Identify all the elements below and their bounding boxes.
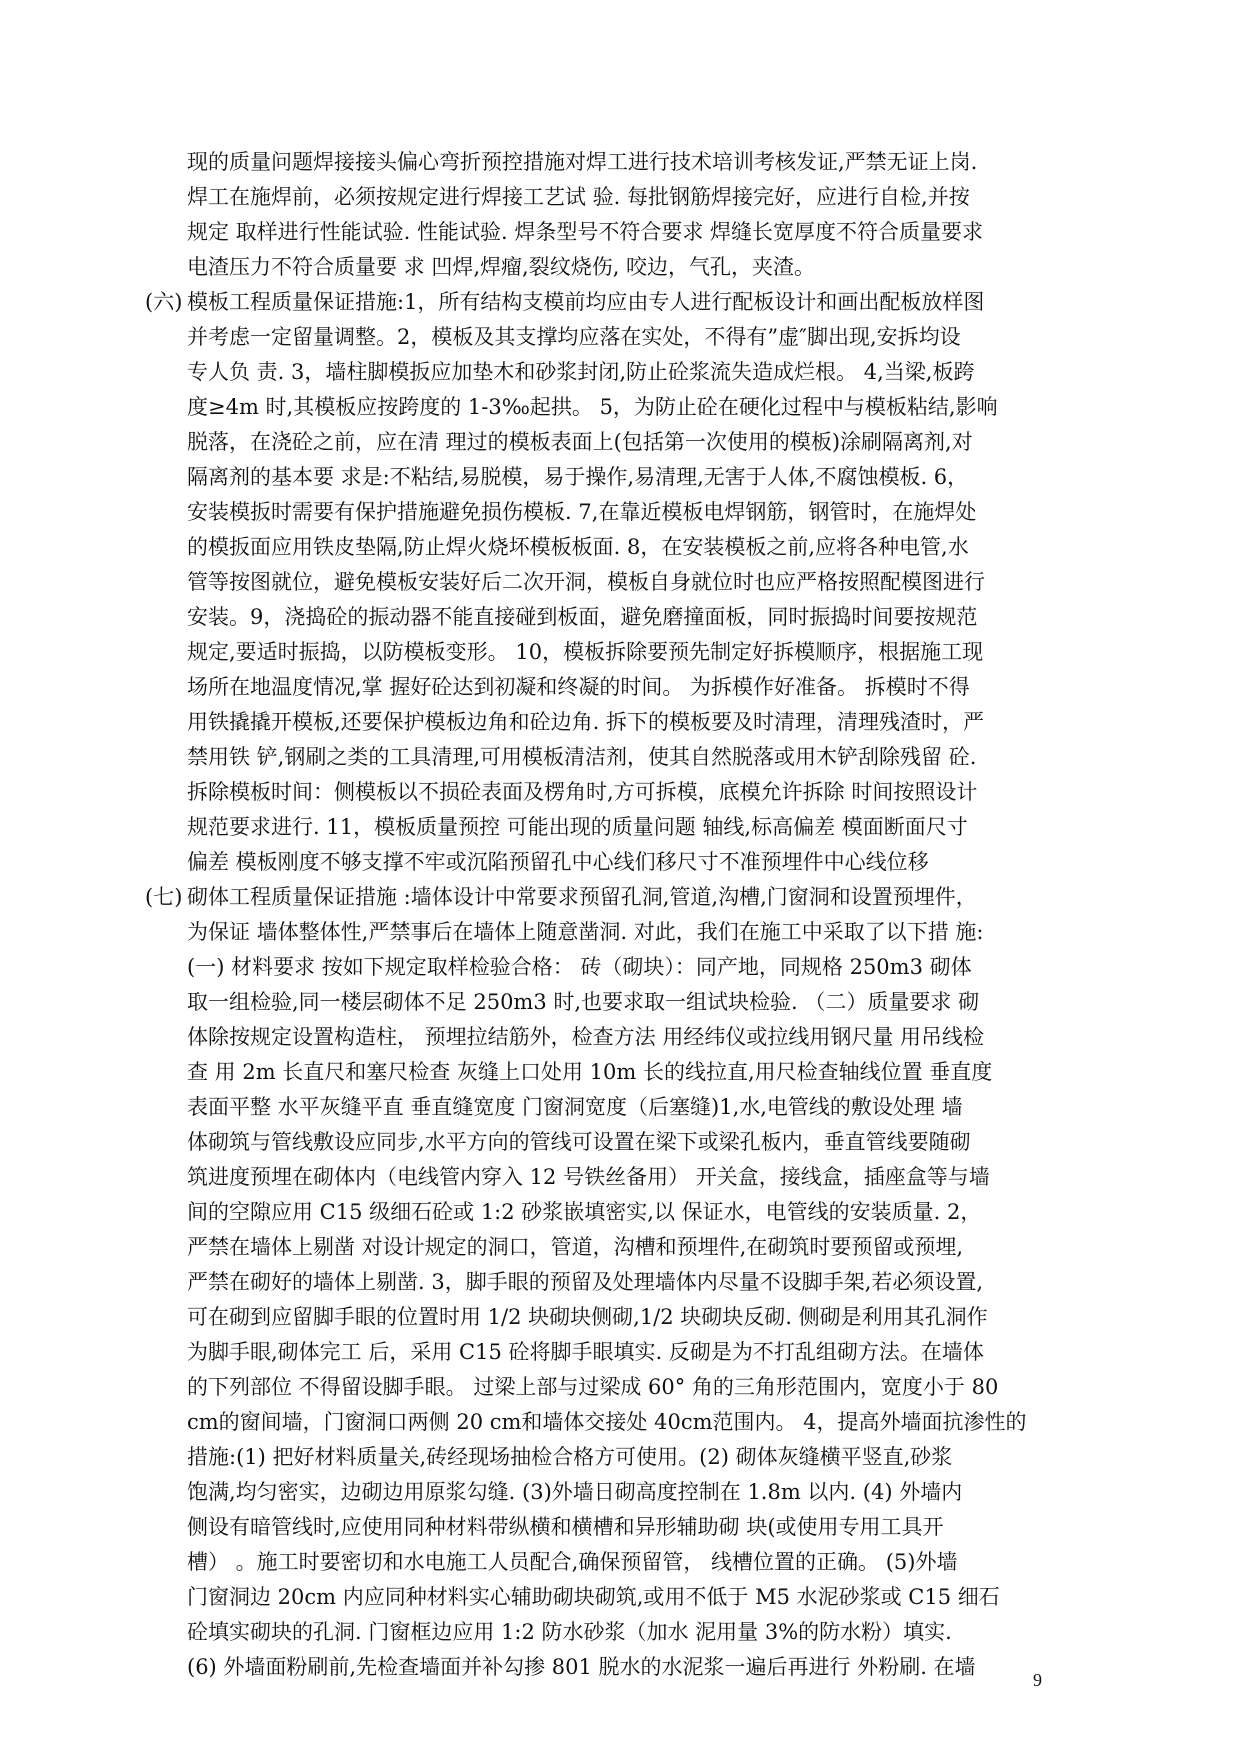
text-line: 间的空隙应用 C15 级细石砼或 1:2 砂浆嵌填密实,以 保证水，电管线的安装质量. 2，: [187, 1200, 982, 1224]
text-line: 用铁撬撬开模板,还要保护模板边角和砼边角. 拆下的模板要及时清理，清理残渣时，严: [187, 710, 985, 734]
text-line: 为保证 墙体整体性,严禁事后在墙体上随意凿洞. 对此，我们在施工中采取了以下措 施:: [187, 920, 984, 944]
text-line: 体除按规定设置构造柱， 预埋拉结筋外，检查方法 用经纬仪或拉线用钢尺量 用吊线检: [187, 1025, 985, 1049]
text-line: 规定,要适时振捣，以防模板变形。 10，模板拆除要预先制定好拆模顺序，根据施工现: [187, 640, 984, 664]
text-line: 砼填实砌块的孔洞. 门窗框边应用 1:2 防水砂浆（加水 泥用量 3%的防水粉）填实.: [187, 1620, 952, 1644]
text-line: 偏差 模板刚度不够支撑不牢或沉陷预留孔中心线们移尺寸不准预埋件中心线位移: [187, 850, 929, 874]
text-line: 可在砌到应留脚手眼的位置时用 1/2 块砌块侧砌,1/2 块砌块反砌. 侧砌是利用其孔洞作: [187, 1305, 988, 1329]
text-line: 场所在地温度情况,掌 握好砼达到初凝和终凝的时间。 为拆模作好准备。 拆模时不得: [187, 675, 970, 699]
text-line: 焊工在施焊前，必须按规定进行焊接工艺试 验. 每批钢筋焊接完好，应进行自检,并按: [187, 185, 970, 209]
section-label-7: (七): [145, 885, 183, 909]
paragraph-masonry: [145, 880, 1047, 1685]
text-line: 体砌筑与管线敷设应同步,水平方向的管线可设置在梁下或梁孔板内，垂直管线要随砌: [187, 1130, 971, 1154]
text-line: 为脚手眼,砌体完工 后，采用 C15 砼将脚手眼填实. 反砌是为不打乱组砌方法。在墙体: [187, 1340, 984, 1364]
text-line: 规范要求进行. 11，模板质量预控 可能出现的质量问题 轴线,标高偏差 模面断面尺寸: [187, 815, 968, 839]
text-line: 表面平整 水平灰缝平直 垂直缝宽度 门窗洞宽度（后塞缝)1,水,电管线的敷设处理 墙: [187, 1095, 963, 1119]
text-line: 严禁在砌好的墙体上剔凿. 3，脚手眼的预留及处理墙体内尽量不设脚手架,若必须设置,: [187, 1270, 984, 1294]
text-line: 管等按图就位，避免模板安装好后二次开洞，模板自身就位时也应严格按照配模图进行: [187, 570, 985, 594]
text-line: 门窗洞边 20cm 内应同种材料实心辅助砌块砌筑,或用不低于 M5 水泥砂浆或 C15 细石: [187, 1585, 1000, 1609]
text-line: 筑进度预埋在砌体内（电线管内穿入 12 号铁丝备用） 开关盒，接线盒，插座盒等与墙: [187, 1165, 990, 1189]
body-text: [145, 145, 1047, 1685]
text-line: 措施:(1) 把好材料质量关,砖经现场抽检合格方可使用。(2) 砌体灰缝横平竖直,砂浆: [187, 1445, 953, 1469]
section-label-6: (六): [145, 290, 183, 314]
text-line: cm的窗间墙，门窗洞口两侧 20 cm和墙体交接处 40cm范围内。 4，提高外墙面抗渗性的: [187, 1410, 1027, 1434]
text-line: 的下列部位 不得留设脚手眼。 过梁上部与过梁成 60° 角的三角形范围内，宽度小于 80: [187, 1375, 999, 1399]
text-line: 严禁在墙体上剔凿 对设计规定的洞口，管道，沟槽和预埋件,在砌筑时要预留或预埋,: [187, 1235, 964, 1259]
text-line: 电渣压力不符合质量要 求 凹焊,焊瘤,裂纹烧伤, 咬边，气孔，夹渣。: [187, 255, 816, 279]
text-line: 拆除模板时间：侧模板以不损砼表面及楞角时,方可拆模，底模允许拆除 时间按照设计: [187, 780, 978, 804]
text-line: 现的质量问题焊接接头偏心弯折预控措施对焊工进行技术培训考核发证,严禁无证上岗.: [187, 150, 978, 174]
text-line: 脱落，在浇砼之前，应在清 理过的模板表面上(包括第一次使用的模板)涂刷隔离剂,对: [187, 430, 973, 454]
text-line: 查 用 2m 长直尺和塞尺检查 灰缝上口处用 10m 长的线拉直,用尺检查轴线位置 垂直度: [187, 1060, 993, 1084]
text-line: 安装模扳时需要有保护措施避免损伤模板. 7,在靠近模板电焊钢筋，钢管时，在施焊处: [187, 500, 977, 524]
text-line: 规定 取样进行性能试验. 性能试验. 焊条型号不符合要求 焊缝长宽厚度不符合质量要求: [187, 220, 984, 244]
paragraph-formwork: [145, 285, 1047, 880]
text-line: 禁用铁 铲,钢刷之类的工具清理,可用模板清洁剂，使其自然脱落或用木铲刮除残留 砼.: [187, 745, 977, 769]
text-line: (一) 材料要求 按如下规定取样检验合格： 砖（砌块）：同产地，同规格 250m3 砌体: [187, 955, 972, 979]
text-line: 专人负 责. 3，墙柱脚模扳应加垫木和砂浆封闭,防止砼浆流失造成烂根。 4,当梁,板跨: [187, 360, 975, 384]
text-line: (6) 外墙面粉刷前,先检查墙面并补勾掺 801 脱水的水泥浆一遍后再进行 外粉刷. 在墙: [187, 1655, 976, 1679]
text-line: 模板工程质量保证措施:1，所有结构支模前均应由专人进行配板设计和画出配板放样图: [187, 290, 985, 314]
text-line: 砌体工程质量保证措施 :墙体设计中常要求预留孔洞,管道,沟槽,门窗洞和设置预埋件，: [187, 885, 977, 909]
text-line: 度≥4m 时,其模板应按跨度的 1-3‰起拱。 5，为防止砼在硬化过程中与模板粘结,影响: [187, 395, 998, 419]
page-number: 9: [1033, 1670, 1042, 1690]
text-line: 隔离剂的基本要 求是:不粘结,易脱模，易于操作,易清理,无害于人体,不腐蚀模板. 6，: [187, 465, 969, 489]
text-line: 饱满,均匀密实，边砌边用原浆勾缝. (3)外墙日砌高度控制在 1.8m 以内. (4) 外墙内: [187, 1480, 963, 1504]
text-line: 并考虑一定留量调整。2，模板及其支撑均应落在实处，不得有”虚″脚出现,安拆均设: [187, 325, 961, 349]
text-line: 取一组检验,同一楼层砌体不足 250m3 时,也要求取一组试块检验. （二）质量要求 砌: [187, 990, 980, 1014]
text-line: 的模扳面应用铁皮垫隔,防止焊火烧坏模板板面. 8，在安装模板之前,应将各种电管,水: [187, 535, 969, 559]
text-line: 槽） 。施工时要密切和水电施工人员配合,确保预留管， 线槽位置的正确。 (5)外墙: [187, 1550, 958, 1574]
text-line: 侧设有暗管线时,应使用同种材料带纵横和横槽和异形辅助砌 块(或使用专用工具开: [187, 1515, 944, 1539]
paragraph-welding-continued: [187, 145, 1047, 285]
text-line: 安装。9，浇捣砼的振动器不能直接碰到板面，避免磨撞面板，同时振捣时间要按规范: [187, 605, 978, 629]
